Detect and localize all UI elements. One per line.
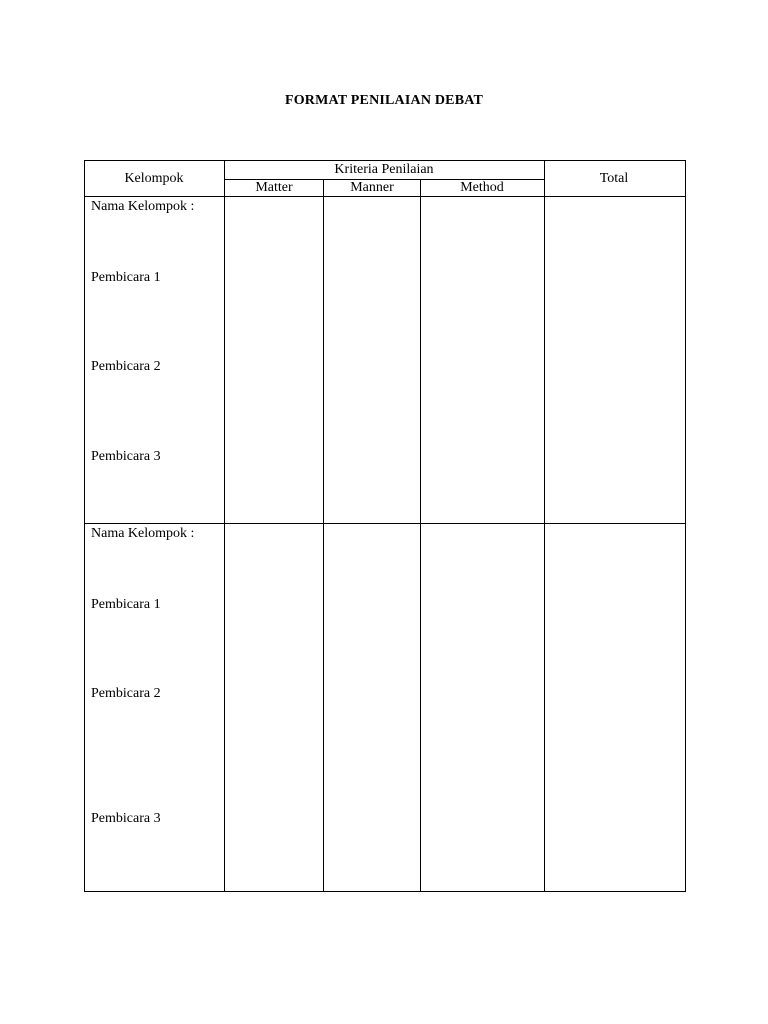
group-2-speaker-3: Pembicara 3 [91,811,161,826]
table-border-bottom [84,891,686,892]
group-2-speaker-2: Pembicara 2 [91,686,161,701]
header-bottom-line [84,196,686,197]
table-border-top [84,160,686,161]
header-kriteria-penilaian: Kriteria Penilaian [334,162,434,177]
table-border-right [685,160,686,892]
group-2-speaker-1: Pembicara 1 [91,597,161,612]
header-matter: Matter [255,180,293,195]
matter-column-divider [323,179,324,892]
header-total: Total [599,171,629,186]
group-1-name-label: Nama Kelompok : [91,199,195,214]
group-1-speaker-1: Pembicara 1 [91,270,161,285]
page-title: FORMAT PENILAIAN DEBAT [284,93,484,108]
group-2-name-label: Nama Kelompok : [91,526,195,541]
criteria-column-divider [544,160,545,892]
group-1-speaker-3: Pembicara 3 [91,449,161,464]
manner-column-divider [420,179,421,892]
kelompok-column-divider [224,160,225,892]
group-1-speaker-2: Pembicara 2 [91,359,161,374]
group-divider [84,523,686,524]
header-manner: Manner [350,180,394,195]
table-border-left [84,160,85,892]
header-kelompok: Kelompok [124,171,184,186]
header-method: Method [460,180,504,195]
